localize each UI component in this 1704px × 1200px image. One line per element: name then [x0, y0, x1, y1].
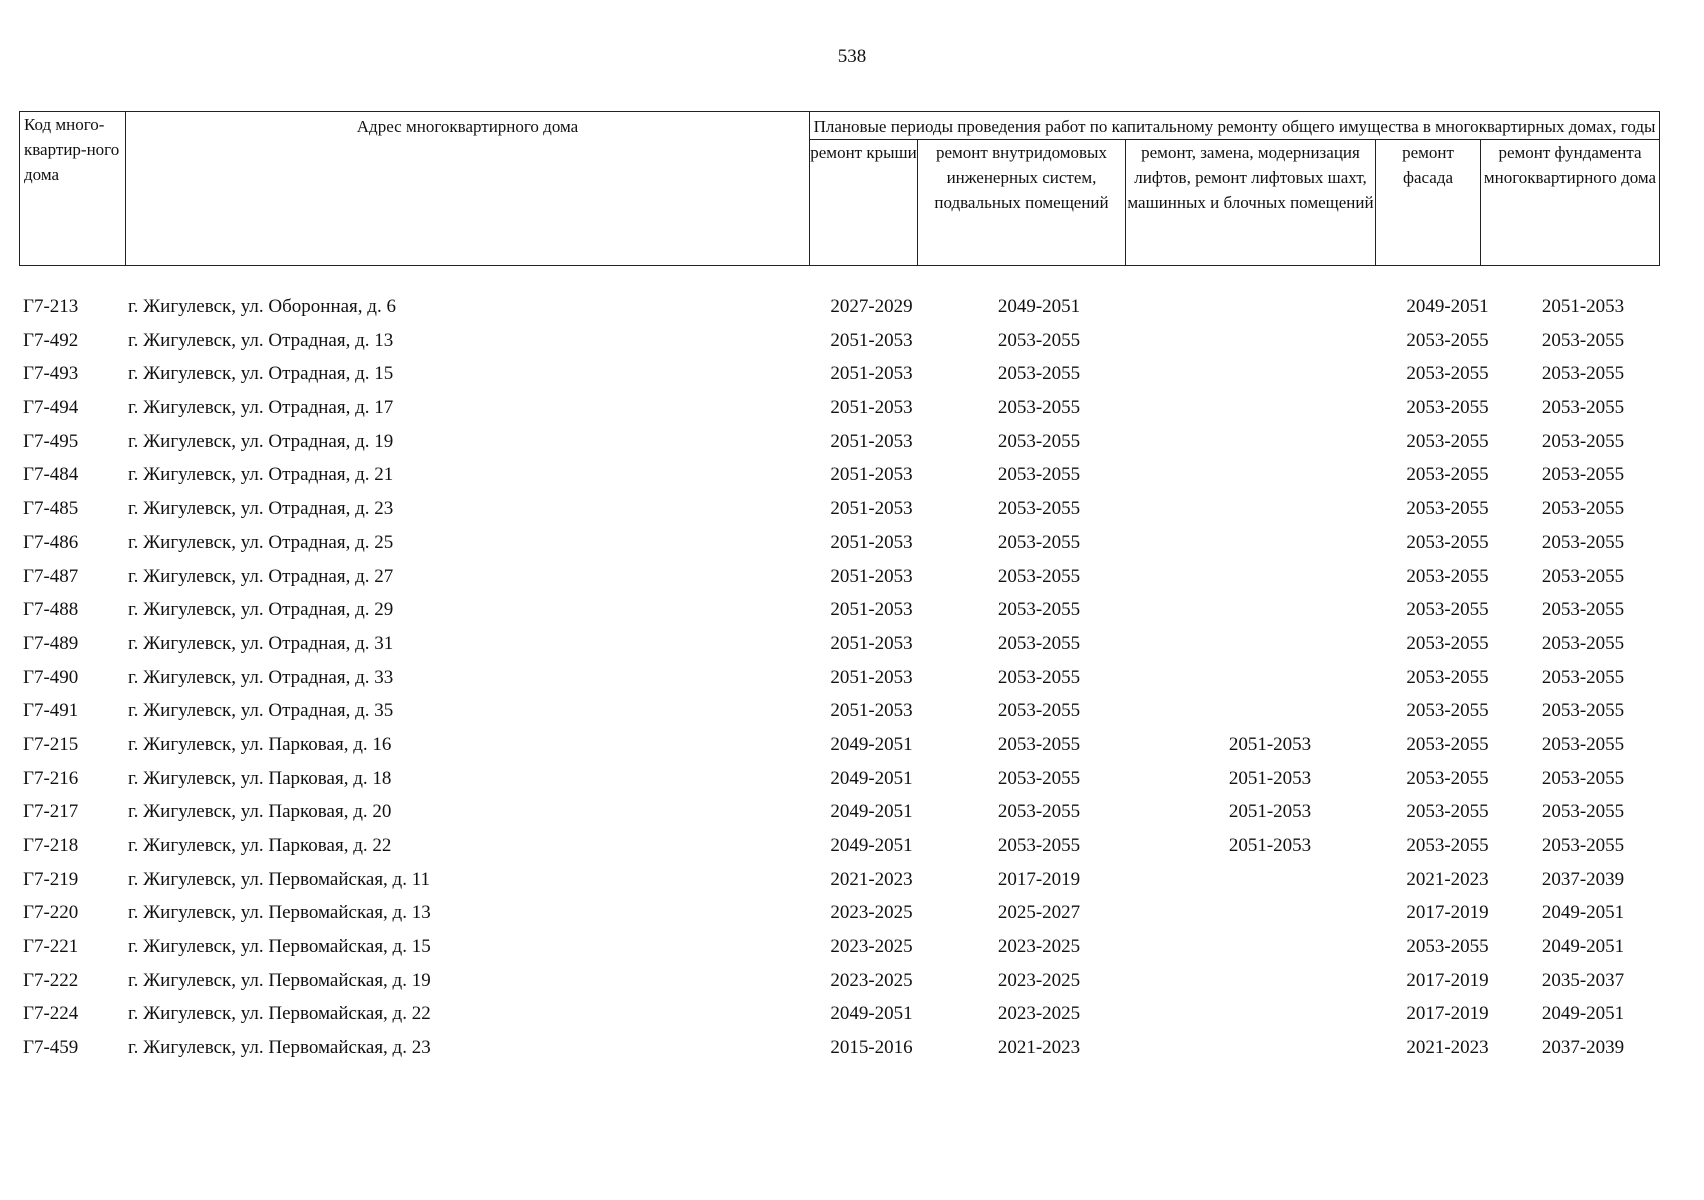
table-row	[19, 330, 1659, 364]
cell-foundation: 2049-2051	[1541, 936, 1625, 958]
cell-foundation: 2053-2055	[1541, 397, 1625, 419]
cell-systems: 2053-2055	[997, 531, 1081, 553]
table-row	[19, 464, 1659, 498]
table-row	[19, 869, 1659, 903]
table-row	[19, 734, 1659, 768]
cell-facade: 2053-2055	[1406, 464, 1489, 486]
cell-systems: 2053-2055	[997, 767, 1081, 789]
cell-roof: 2027-2029	[830, 296, 913, 317]
table-row	[19, 397, 1659, 431]
cell-code: Г7-488	[23, 599, 79, 621]
cell-code: Г7-216	[23, 767, 79, 789]
cell-lift: 2051-2053	[1228, 835, 1312, 856]
cell-code: Г7-215	[23, 733, 79, 755]
header-periods-group: Плановые периоды проведения работ по капитальному ремонту общего имущества в многоквартирных домах, годы	[810, 112, 1660, 140]
cell-address: г. Жигулевск, ул. Парковая, д. 22	[128, 835, 392, 856]
cell-roof: 2049-2051	[830, 835, 913, 856]
header-roof: ремонт крыши	[810, 140, 918, 266]
cell-roof: 2051-2053	[830, 363, 913, 385]
cell-code: Г7-218	[23, 835, 79, 856]
cell-address: г. Жигулевск, ул. Парковая, д. 18	[128, 767, 392, 789]
cell-facade: 2053-2055	[1406, 835, 1489, 856]
cell-code: Г7-493	[23, 363, 79, 385]
cell-roof: 2049-2051	[830, 767, 913, 789]
cell-foundation: 2053-2055	[1541, 767, 1625, 789]
cell-roof: 2049-2051	[830, 733, 913, 755]
cell-code: Г7-487	[23, 565, 79, 587]
cell-foundation: 2053-2055	[1541, 733, 1625, 755]
cell-address: г. Жигулевск, ул. Первомайская, д. 13	[128, 902, 431, 924]
cell-facade: 2017-2019	[1406, 902, 1489, 924]
cell-address: г. Жигулевск, ул. Отрадная, д. 33	[128, 666, 394, 688]
cell-lift: 2051-2053	[1228, 801, 1312, 823]
cell-systems: 2049-2051	[997, 296, 1081, 317]
cell-systems: 2053-2055	[997, 498, 1081, 520]
cell-systems: 2053-2055	[997, 565, 1081, 587]
table-header	[19, 111, 1660, 266]
cell-code: Г7-221	[23, 936, 79, 958]
cell-systems: 2053-2055	[997, 801, 1081, 823]
cell-systems: 2023-2025	[997, 1003, 1081, 1025]
cell-systems: 2053-2055	[997, 329, 1081, 351]
cell-foundation: 2053-2055	[1541, 531, 1625, 553]
header-systems: ремонт внутридомовых инженерных систем, подвальных помещений	[918, 140, 1126, 266]
cell-systems: 2053-2055	[997, 397, 1081, 419]
cell-systems: 2053-2055	[997, 733, 1081, 755]
cell-foundation: 2037-2039	[1541, 868, 1625, 890]
table-row	[19, 801, 1659, 835]
cell-systems: 2053-2055	[997, 666, 1081, 688]
cell-facade: 2053-2055	[1406, 363, 1489, 385]
cell-facade: 2053-2055	[1406, 801, 1489, 823]
cell-foundation: 2053-2055	[1541, 700, 1625, 722]
cell-address: г. Жигулевск, ул. Первомайская, д. 22	[128, 1003, 431, 1025]
cell-address: г. Жигулевск, ул. Отрадная, д. 15	[128, 363, 394, 385]
cell-code: Г7-213	[23, 296, 79, 317]
cell-foundation: 2053-2055	[1541, 464, 1625, 486]
cell-roof: 2051-2053	[830, 531, 913, 553]
cell-systems: 2053-2055	[997, 632, 1081, 654]
cell-address: г. Жигулевск, ул. Парковая, д. 16	[128, 733, 392, 755]
cell-code: Г7-485	[23, 498, 79, 520]
table-row	[19, 768, 1659, 802]
cell-code: Г7-224	[23, 1003, 79, 1025]
cell-roof: 2023-2025	[830, 936, 913, 958]
cell-code: Г7-486	[23, 531, 79, 553]
table-row	[19, 700, 1659, 734]
table-row	[19, 902, 1659, 936]
table-row	[19, 431, 1659, 465]
cell-address: г. Жигулевск, ул. Отрадная, д. 31	[128, 632, 394, 654]
cell-foundation: 2037-2039	[1541, 1037, 1625, 1059]
cell-facade: 2053-2055	[1406, 767, 1489, 789]
cell-address: г. Жигулевск, ул. Оборонная, д. 6	[128, 296, 396, 317]
table-row	[19, 667, 1659, 701]
cell-systems: 2021-2023	[997, 1037, 1081, 1059]
cell-address: г. Жигулевск, ул. Отрадная, д. 17	[128, 397, 394, 419]
cell-foundation: 2053-2055	[1541, 565, 1625, 587]
cell-facade: 2053-2055	[1406, 531, 1489, 553]
table-body	[19, 296, 1659, 1071]
page-number: 538	[837, 46, 867, 67]
cell-foundation: 2051-2053	[1541, 296, 1625, 317]
table-row	[19, 1037, 1659, 1071]
cell-facade: 2017-2019	[1406, 1003, 1489, 1025]
header-address: Адрес многоквартирного дома	[126, 112, 810, 266]
table-row	[19, 633, 1659, 667]
cell-facade: 2049-2051	[1406, 296, 1489, 317]
cell-roof: 2051-2053	[830, 329, 913, 351]
cell-address: г. Жигулевск, ул. Отрадная, д. 13	[128, 329, 394, 351]
table-row	[19, 532, 1659, 566]
cell-code: Г7-484	[23, 464, 79, 486]
cell-systems: 2053-2055	[997, 464, 1081, 486]
header-lift: ремонт, замена, модернизация лифтов, ремонт лифтовых шахт, машинных и блочных помещений	[1126, 140, 1376, 266]
cell-lift: 2051-2053	[1228, 733, 1312, 755]
table-row	[19, 363, 1659, 397]
cell-foundation: 2053-2055	[1541, 835, 1625, 856]
cell-foundation: 2053-2055	[1541, 599, 1625, 621]
cell-roof: 2049-2051	[830, 1003, 913, 1025]
cell-foundation: 2053-2055	[1541, 632, 1625, 654]
cell-address: г. Жигулевск, ул. Первомайская, д. 15	[128, 936, 431, 958]
cell-systems: 2023-2025	[997, 969, 1081, 991]
cell-address: г. Жигулевск, ул. Отрадная, д. 19	[128, 430, 394, 452]
cell-foundation: 2035-2037	[1541, 969, 1625, 991]
table-row	[19, 566, 1659, 600]
cell-code: Г7-220	[23, 902, 79, 924]
cell-systems: 2053-2055	[997, 700, 1081, 722]
cell-systems: 2053-2055	[997, 363, 1081, 385]
cell-foundation: 2053-2055	[1541, 666, 1625, 688]
cell-foundation: 2053-2055	[1541, 498, 1625, 520]
cell-roof: 2051-2053	[830, 565, 913, 587]
cell-roof: 2051-2053	[830, 700, 913, 722]
cell-address: г. Жигулевск, ул. Первомайская, д. 19	[128, 969, 431, 991]
cell-code: Г7-459	[23, 1037, 79, 1059]
cell-foundation: 2049-2051	[1541, 1003, 1625, 1025]
cell-systems: 2053-2055	[997, 430, 1081, 452]
cell-facade: 2021-2023	[1406, 868, 1489, 890]
cell-facade: 2053-2055	[1406, 700, 1489, 722]
cell-foundation: 2053-2055	[1541, 801, 1625, 823]
cell-systems: 2053-2055	[997, 835, 1081, 856]
table-row	[19, 498, 1659, 532]
cell-facade: 2053-2055	[1406, 498, 1489, 520]
table-row	[19, 835, 1659, 869]
cell-roof: 2023-2025	[830, 902, 913, 924]
cell-systems: 2017-2019	[997, 868, 1081, 890]
cell-roof: 2051-2053	[830, 498, 913, 520]
cell-roof: 2051-2053	[830, 599, 913, 621]
table-row	[19, 599, 1659, 633]
cell-facade: 2053-2055	[1406, 565, 1489, 587]
cell-facade: 2053-2055	[1406, 430, 1489, 452]
cell-facade: 2053-2055	[1406, 936, 1489, 958]
cell-roof: 2051-2053	[830, 397, 913, 419]
cell-foundation: 2053-2055	[1541, 430, 1625, 452]
table-row	[19, 970, 1659, 1004]
cell-roof: 2051-2053	[830, 666, 913, 688]
cell-roof: 2015-2016	[830, 1037, 913, 1059]
cell-address: г. Жигулевск, ул. Отрадная, д. 29	[128, 599, 394, 621]
cell-facade: 2053-2055	[1406, 632, 1489, 654]
cell-roof: 2023-2025	[830, 969, 913, 991]
cell-roof: 2051-2053	[830, 430, 913, 452]
cell-code: Г7-219	[23, 868, 79, 890]
cell-code: Г7-217	[23, 801, 79, 823]
header-code: Код много-квартир-ного дома	[20, 112, 126, 266]
cell-code: Г7-222	[23, 969, 79, 991]
cell-code: Г7-492	[23, 329, 79, 351]
header-facade: ремонт фасада	[1376, 140, 1481, 266]
cell-foundation: 2053-2055	[1541, 329, 1625, 351]
cell-facade: 2053-2055	[1406, 733, 1489, 755]
cell-facade: 2053-2055	[1406, 599, 1489, 621]
cell-address: г. Жигулевск, ул. Отрадная, д. 35	[128, 700, 394, 722]
cell-address: г. Жигулевск, ул. Первомайская, д. 23	[128, 1037, 431, 1059]
cell-roof: 2051-2053	[830, 464, 913, 486]
cell-roof: 2021-2023	[830, 868, 913, 890]
cell-facade: 2053-2055	[1406, 666, 1489, 688]
table-row	[19, 936, 1659, 970]
cell-facade: 2021-2023	[1406, 1037, 1489, 1059]
cell-address: г. Жигулевск, ул. Парковая, д. 20	[128, 801, 392, 823]
cell-foundation: 2049-2051	[1541, 902, 1625, 924]
cell-code: Г7-491	[23, 700, 79, 722]
cell-foundation: 2053-2055	[1541, 363, 1625, 385]
cell-roof: 2049-2051	[830, 801, 913, 823]
cell-address: г. Жигулевск, ул. Первомайская, д. 11	[128, 868, 431, 890]
cell-code: Г7-489	[23, 632, 79, 654]
cell-systems: 2023-2025	[997, 936, 1081, 958]
cell-code: Г7-495	[23, 430, 79, 452]
table-row	[19, 1003, 1659, 1037]
cell-address: г. Жигулевск, ул. Отрадная, д. 21	[128, 464, 394, 486]
cell-lift: 2051-2053	[1228, 767, 1312, 789]
header-foundation: ремонт фундамента многоквартирного дома	[1481, 140, 1660, 266]
cell-facade: 2053-2055	[1406, 397, 1489, 419]
cell-roof: 2051-2053	[830, 632, 913, 654]
cell-address: г. Жигулевск, ул. Отрадная, д. 25	[128, 531, 394, 553]
cell-code: Г7-494	[23, 397, 79, 419]
cell-systems: 2053-2055	[997, 599, 1081, 621]
cell-code: Г7-490	[23, 666, 79, 688]
cell-systems: 2025-2027	[997, 902, 1081, 924]
cell-address: г. Жигулевск, ул. Отрадная, д. 27	[128, 565, 394, 587]
cell-address: г. Жигулевск, ул. Отрадная, д. 23	[128, 498, 394, 520]
cell-facade: 2053-2055	[1406, 329, 1489, 351]
cell-facade: 2017-2019	[1406, 969, 1489, 991]
table-row	[19, 296, 1659, 330]
